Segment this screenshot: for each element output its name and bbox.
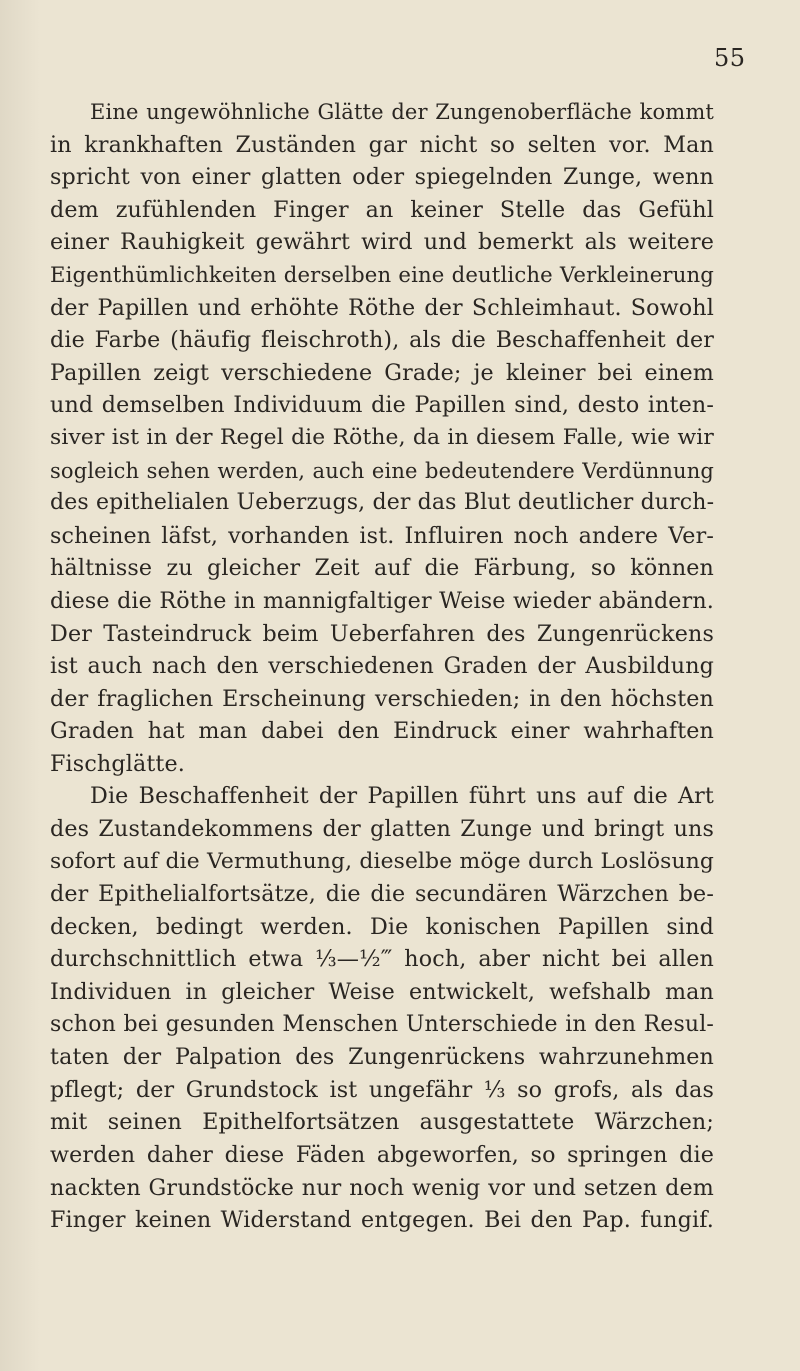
text-line: mit seinen Epithelfortsätzen ausgestattete Wärzchen; (50, 1109, 714, 1136)
text-line: ist auch nach den verschiedenen Graden der Ausbildung (50, 653, 714, 680)
text-line: in krankhaften Zuständen gar nicht so selten vor. Man (50, 131, 714, 158)
text-line: die Farbe (häufig fleischroth), als die Beschaffenheit der (50, 327, 714, 354)
text-line: der Papillen und erhöhte Röthe der Schleimhaut. Sowohl (50, 294, 714, 321)
page-number: 55 (714, 44, 746, 72)
text-line: Eigenthümlichkeiten derselben eine deutliche Verkleinerung (50, 261, 714, 287)
text-line: pflegt; der Grundstock ist ungefähr ⅓ so grofs, als das (50, 1076, 714, 1103)
text-line: werden daher diese Fäden abgeworfen, so springen die (50, 1142, 714, 1168)
text-line: Individuen in gleicher Weise entwickelt, wefshalb man (50, 979, 714, 1006)
text-line: Die Beschaffenheit der Papillen führt uns auf die Art (90, 783, 714, 810)
text-line: durchschnittlich etwa ⅓—½‴ hoch, aber nicht bei allen (50, 946, 714, 973)
text-line: der Epithelialfortsätze, die die secundären Wärzchen be- (50, 881, 714, 908)
text-line: nackten Grundstöcke nur noch wenig vor und setzen dem (50, 1174, 714, 1201)
text-line: sofort auf die Vermuthung, dieselbe möge durch Loslösung (50, 848, 714, 874)
text-line: decken, bedingt werden. Die konischen Papillen sind (50, 913, 714, 940)
text-line: einer Rauhigkeit gewährt wird und bemerkt als weitere (50, 229, 714, 256)
text-line: dem zufühlenden Finger an keiner Stelle das Gefühl (50, 196, 714, 223)
text-line: und demselben Individuum die Papillen sind, desto inten- (50, 392, 714, 419)
text-line: hältnisse zu gleicher Zeit auf die Färbung, so können (50, 555, 714, 582)
text-line: spricht von einer glatten oder spiegelnden Zunge, wenn (50, 164, 714, 191)
text-line: sogleich sehen werden, auch eine bedeutendere Verdünnung (50, 458, 714, 483)
text-line: scheinen läfst, vorhanden ist. Influiren noch andere Ver- (50, 522, 714, 549)
text-line: Finger keinen Widerstand entgegen. Bei den Pap. fungif. (50, 1207, 714, 1234)
text-line: des Zustandekommens der glatten Zunge und bringt uns (50, 816, 714, 843)
text-line: Papillen zeigt verschiedene Grade; je kleiner bei einem (50, 359, 714, 386)
text-line: des epithelialen Ueberzugs, der das Blut deutlicher durch- (50, 490, 715, 516)
text-line: taten der Palpation des Zungenrückens wahrzunehmen (50, 1044, 714, 1071)
text-line: der fraglichen Erscheinung verschieden; in den höchsten (50, 685, 714, 712)
text-line: Graden hat man dabei den Eindruck einer wahrhaften (50, 718, 714, 745)
body-text (50, 96, 714, 1237)
text-line: Fischglätte. (50, 750, 185, 777)
text-line: schon bei gesunden Menschen Unterschiede in den Resul- (50, 1011, 714, 1037)
text-line: diese die Röthe in mannigfaltiger Weise wieder abändern. (50, 587, 714, 614)
text-line: siver ist in der Regel die Röthe, da in diesem Falle, wie wir (50, 424, 714, 450)
text-line: Eine ungewöhnliche Glätte der Zungenoberfläche kommt (90, 100, 714, 124)
text-line: Der Tasteindruck beim Ueberfahren des Zungenrückens (50, 620, 714, 647)
